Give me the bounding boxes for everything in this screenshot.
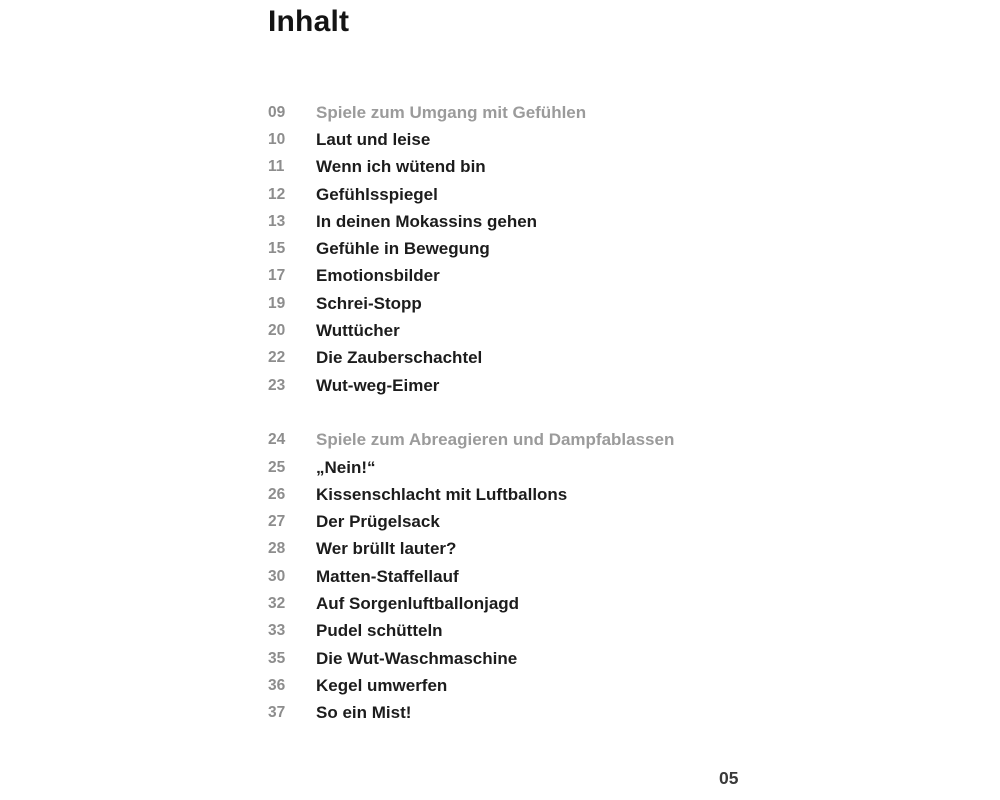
toc-entry-row xyxy=(268,154,674,181)
entry-title: Kissenschlacht mit Luftballons xyxy=(316,484,568,504)
entry-page-number: 11 xyxy=(268,158,285,176)
toc-entry-row xyxy=(268,672,674,699)
toc-entry-row xyxy=(268,454,674,481)
entry-title: Matten-Staffellauf xyxy=(316,566,459,586)
entry-page-number: 27 xyxy=(268,513,286,531)
entry-title: Emotionsbilder xyxy=(316,266,440,286)
entry-title: So ein Mist! xyxy=(316,703,412,723)
entry-title: In deinen Mokassins gehen xyxy=(316,211,538,231)
entry-title: Auf Sorgenluftballonjagd xyxy=(316,593,520,613)
entry-title: Laut und leise xyxy=(316,129,431,149)
toc-section-header-row xyxy=(268,427,674,454)
toc-entry-row xyxy=(268,317,674,344)
entry-page-number: 26 xyxy=(268,485,286,503)
entry-title: Die Zauberschachtel xyxy=(316,348,483,368)
entry-title: Schrei-Stopp xyxy=(316,293,422,313)
entry-page-number: 35 xyxy=(268,649,286,667)
toc-list xyxy=(268,99,674,727)
toc-entry-row xyxy=(268,618,674,645)
entry-page-number: 22 xyxy=(268,349,286,367)
toc-entry-row xyxy=(268,645,674,672)
section-title: Spiele zum Abreagieren und Dampfablassen xyxy=(316,430,675,450)
section-title: Spiele zum Umgang mit Gefühlen xyxy=(316,102,587,122)
toc-entry-row xyxy=(268,208,674,235)
toc-entry-row xyxy=(268,536,674,563)
toc-entry-row xyxy=(268,700,674,727)
entry-page-number: 32 xyxy=(268,594,286,612)
toc-entry-row xyxy=(268,345,674,372)
entry-title: Wenn ich wütend bin xyxy=(316,157,486,177)
entry-page-number: 37 xyxy=(268,704,286,722)
toc-entry-row xyxy=(268,590,674,617)
entry-page-number: 28 xyxy=(268,540,286,558)
entry-page-number: 19 xyxy=(268,294,286,312)
entry-title: Gefühlsspiegel xyxy=(316,184,438,204)
page-title: Inhalt xyxy=(268,5,350,38)
entry-title: Kegel umwerfen xyxy=(316,675,448,695)
entry-title: Die Wut-Waschmaschine xyxy=(316,648,518,668)
entry-page-number: 17 xyxy=(268,267,286,285)
entry-page-number: 09 xyxy=(268,103,286,121)
toc-entry-row xyxy=(268,263,674,290)
entry-page-number: 20 xyxy=(268,322,286,340)
toc-entry-row xyxy=(268,126,674,153)
toc-entry-row xyxy=(268,372,674,399)
footer-page-number: 05 xyxy=(719,768,739,788)
toc-entry-row xyxy=(268,508,674,535)
toc-entry-row xyxy=(268,235,674,262)
entry-page-number: 15 xyxy=(268,240,286,258)
entry-page-number: 30 xyxy=(268,567,286,585)
entry-title: „Nein!“ xyxy=(316,457,376,477)
entry-page-number: 24 xyxy=(268,431,286,449)
entry-title: Wut-weg-Eimer xyxy=(316,375,440,395)
entry-title: Gefühle in Bewegung xyxy=(316,239,490,259)
entry-page-number: 12 xyxy=(268,185,286,203)
toc-entry-row xyxy=(268,481,674,508)
entry-page-number: 13 xyxy=(268,212,286,230)
toc-section-header-row xyxy=(268,99,674,126)
toc-entry-row xyxy=(268,181,674,208)
entry-page-number: 25 xyxy=(268,458,286,476)
entry-page-number: 36 xyxy=(268,676,286,694)
section-gap xyxy=(268,399,674,426)
toc-entry-row xyxy=(268,563,674,590)
entry-page-number: 33 xyxy=(268,622,286,640)
entry-title: Der Prügelsack xyxy=(316,512,440,532)
entry-title: Pudel schütteln xyxy=(316,621,443,641)
entry-title: Wer brüllt lauter? xyxy=(316,539,457,559)
entry-title: Wuttücher xyxy=(316,321,400,341)
entry-page-number: 23 xyxy=(268,376,286,394)
toc-entry-row xyxy=(268,290,674,317)
entry-page-number: 10 xyxy=(268,130,286,148)
